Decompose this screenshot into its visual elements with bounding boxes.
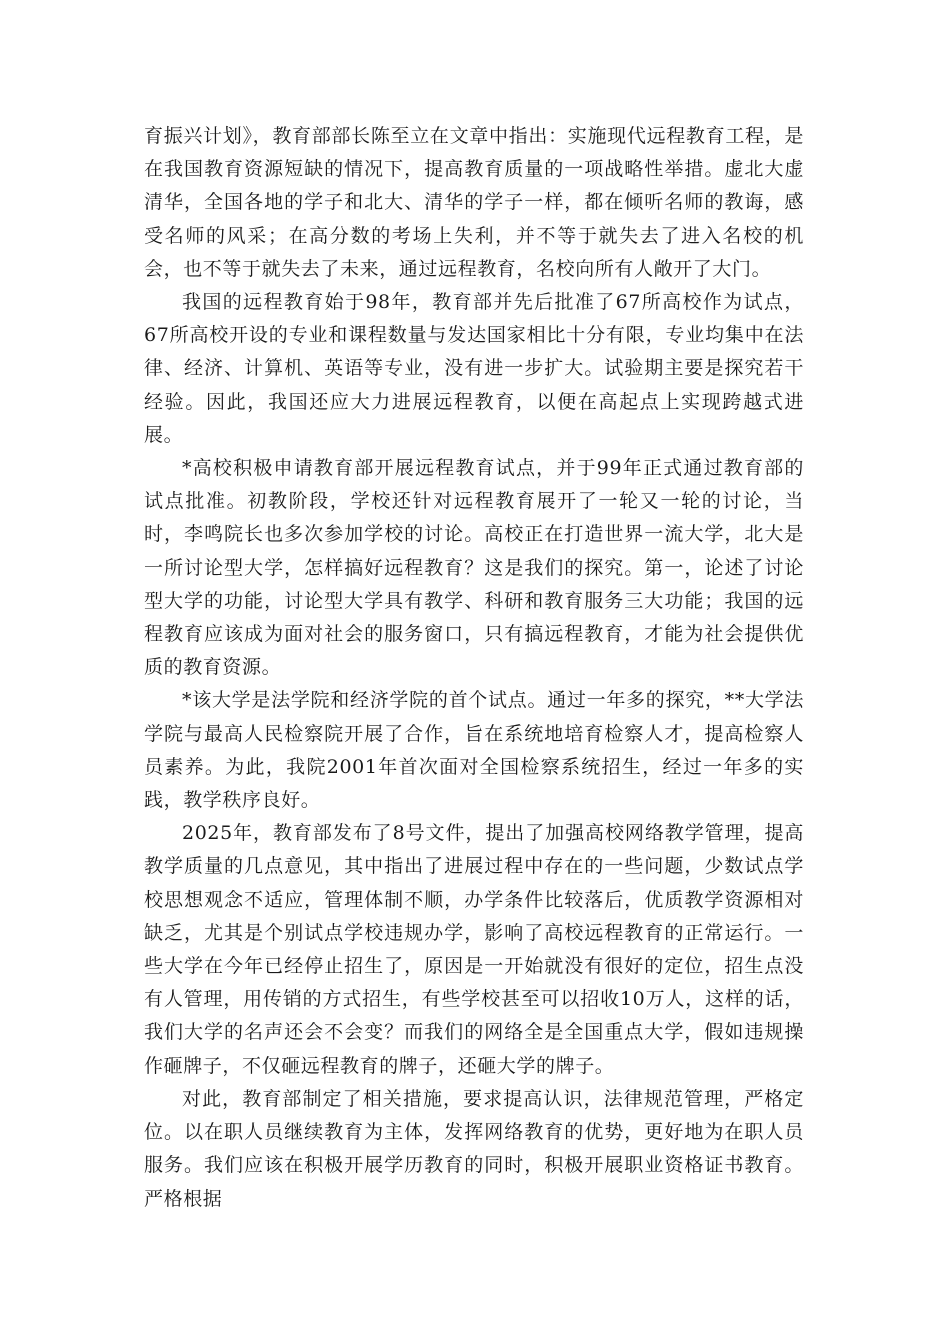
document-body: [144, 120, 804, 1216]
paragraph-2: 我国的远程教育始于98年，教育部并先后批准了67所高校作为试点，67所高校开设的专业和课程数量与发达国家相比十分有限，专业均集中在法律、经济、计算机、英语等专业，没有进一步扩大。试验期主要是探究若干经验。因此，我国还应大力进展远程教育，以便在高起点上实现跨越式进展。: [144, 291, 804, 446]
paragraph-5: 2025年，教育部发布了8号文件，提出了加强高校网络教学管理，提高教学质量的几点意见，其中指出了进展过程中存在的一些问题，少数试点学校思想观念不适应，管理体制不顺，办学条件比较落后，优质教学资源相对缺乏，尤其是个别试点学校违规办学，影响了高校远程教育的正常运行。一些大学在今年已经停止招生了，原因是一开始就没有很好的定位，招生点没有人管理，用传销的方式招生，有些学校甚至可以招收10万人，这样的话，我们大学的名声还会不会变？而我们的网络全是全国重点大学，假如违规操作砸牌子，不仅砸远程教育的牌子，还砸大学的牌子。: [144, 822, 804, 1077]
paragraph-6: 对此，教育部制定了相关措施，要求提高认识，法律规范管理，严格定位。以在职人员继续教育为主体，发挥网络教育的优势，更好地为在职人员服务。我们应该在积极开展学历教育的同时，积极开展职业资格证书教育。严格根据: [144, 1087, 804, 1210]
paragraph-1: 育振兴计划》，教育部部长陈至立在文章中指出：实施现代远程教育工程，是在我国教育资源短缺的情况下，提高教育质量的一项战略性举措。虚北大虚清华，全国各地的学子和北大、清华的学子一样，都在倾听名师的教诲，感受名师的风采；在高分数的考场上失利，并不等于就失去了进入名校的机会，也不等于就失去了未来，通过远程教育，名校向所有人敞开了大门。: [144, 125, 804, 280]
paragraph-3: *高校积极申请教育部开展远程教育试点，并于99年正式通过教育部的试点批准。初教阶段，学校还针对远程教育展开了一轮又一轮的讨论，当时，李鸣院长也多次参加学校的讨论。高校正在打造世界一流大学，北大是一所讨论型大学，怎样搞好远程教育？这是我们的探究。第一，论述了讨论型大学的功能，讨论型大学具有教学、科研和教育服务三大功能；我国的远程教育应该成为面对社会的服务窗口，只有搞远程教育，才能为社会提供优质的教育资源。: [144, 457, 804, 679]
paragraph-4: *该大学是法学院和经济学院的首个试点。通过一年多的探究，**大学法学院与最高人民检察院开展了合作，旨在系统地培育检察人才，提高检察人员素养。为此，我院2001年首次面对全国检察系统招生，经过一年多的实践，教学秩序良好。: [144, 689, 804, 812]
